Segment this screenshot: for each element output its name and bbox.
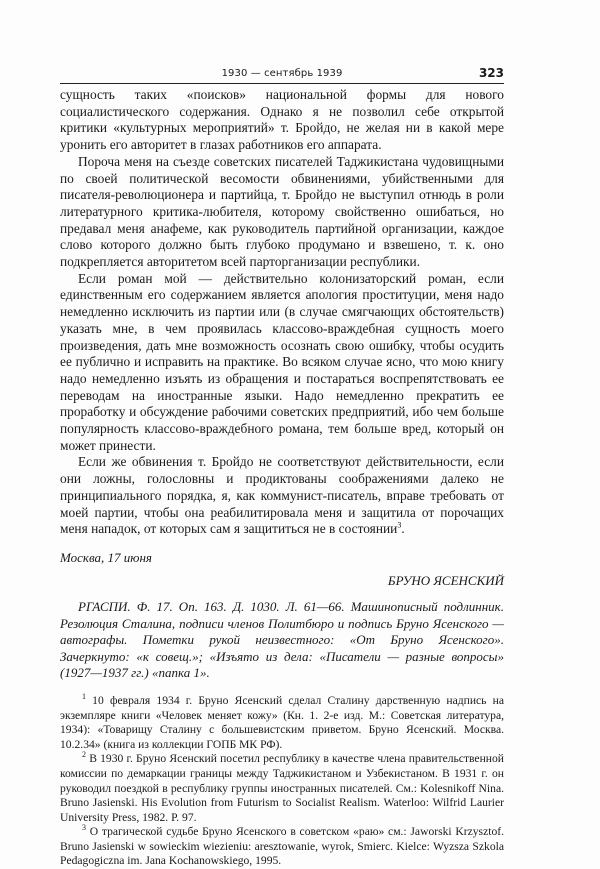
footnote-ref[interactable]: 3 <box>397 520 402 530</box>
paragraph: Если роман мой — действительно колонизаторский роман, если единственным его содержанием является апология проституции, меня надо немедленно исключить из партии или (в случае смягчающих обстоятельств) указать мне, в чем проявилась классово-враждебная сущность моего произведения, дать мне возможность осознать свою ошибку, чтобы осудить ее публично и исправить на практике. Во всяком случае ясно, что мою книгу надо немедленно изъять из обращения и постараться воспрепятствовать ее переводам на иностранные языки. Надо немедленно прекратить ее проработку и обсуждение рабочими советских предприятий, ибо чем больше популярность классово-враждебного романа, тем больше вред, который он может принести. <box>60 270 504 453</box>
archive-note: РГАСПИ. Ф. 17. Оп. 163. Д. 1030. Л. 61—66. Машинописный подлинник. Резолюция Сталина, подписи членов Политбюро и подпись Бруно Ясенского — автографы. Пометки рукой неизвестного: «От Бруно Ясенского». Зачеркнуто: «к совещ.»; «Изъято из дела: «Писатели — разные вопросы» (1927—1937 гг.) «папка 1». <box>60 598 504 681</box>
signature: БРУНО ЯСЕНСКИЙ <box>387 572 504 588</box>
running-head-title: 1930 — сентябрь 1939 <box>221 68 343 79</box>
footnote <box>60 752 504 825</box>
place-date: Москва, 17 июня <box>60 549 152 565</box>
running-head <box>60 66 504 84</box>
footnote-text: В 1930 г. Бруно Ясенский посетил республику в качестве члена правительственной комиссии по демаркации границы между Таджикистаном и Узбекистаном. В 1931 г. он руководил поездкой в республику группы иностранных писателей. См.: Kolesnikoff Nina. Bruno Jasienski. His Evolution from Futurism to Socialist Realism. Waterloo: Wilfrid Laurier University Press, 1982. P. 97. <box>60 752 504 824</box>
paragraph-text: Если же обвинения т. Бройдо не соответствуют действительности, если они ложны, голословны и продиктованы соображениями далеко не принципиального порядка, я, как коммунист-писатель, вправе требовать от моей партии, чтобы она реабилитировала меня и защитила от порочащих меня нападок, от которых сам я защититься не в состоянии <box>60 454 504 537</box>
footnotes <box>60 694 504 869</box>
paragraph: сущность таких «поисков» национальной формы для нового социалистического содержания. Однако я не позволил себе открытой критики «культурных мероприятий» т. Бройдо, не желая ни в какой мере уронить его авторитет в глазах работников его аппарата. <box>60 87 504 153</box>
footnote-text: 10 февраля 1934 г. Бруно Ясенский сделал Сталину дарственную надпись на экземпляре книги «Человек меняет кожу» (Кн. 1. 2-е изд. М.: Советская литература, 1934): «Товарищу Сталину с большевистским приветом. Бруно Ясенский. Москва. 10.2.34» (книга из коллекции ГОПБ МК РФ). <box>60 693 504 751</box>
footnote-number: 2 <box>82 750 86 760</box>
paragraph: Если же обвинения т. Бройдо не соответствуют действительности, если они ложны, голословны и продиктованы соображениями далеко не принципиального порядка, я, как коммунист-писатель, вправе требовать от моей партии, чтобы она реабилитировала меня и защитила от порочащих меня нападок, от которых сам я защититься не в состоянии$^3$. <box>60 454 504 537</box>
footnote-text: О трагической судьбе Бруно Ясенского в советском «раю» см.: Jaworski Krzysztof. Bruno Jasienski w sowieckim wiezieniu: aresztowanie, wyrok, Smierc. Kielce: Wyzsza Szkola Pedagogiczna im. Jana Kochanowskiego, 1995. <box>60 825 504 868</box>
book-page <box>60 66 504 869</box>
paragraph: Пороча меня на съезде советских писателей Таджикистана чудовищными по своей политической весомости обвинениями, убийственными для писателя-революционера и партийца, т. Бройдо не выступил отнюдь в роли литературного критика-любителя, которому свойственно ошибаться, но предавал меня анафеме, как руководитель партийной организации, каждое слово которого должно быть глубоко продумано и взвешено, т. к. оно подкрепляется авторитетом всей парторганизации республики. <box>60 153 504 270</box>
page-number: 323 <box>478 66 504 80</box>
footnote-number: 1 <box>82 692 86 702</box>
footnote <box>60 694 504 752</box>
letter-body <box>60 87 504 538</box>
footnote-number: 3 <box>82 823 86 833</box>
footnote <box>60 825 504 869</box>
